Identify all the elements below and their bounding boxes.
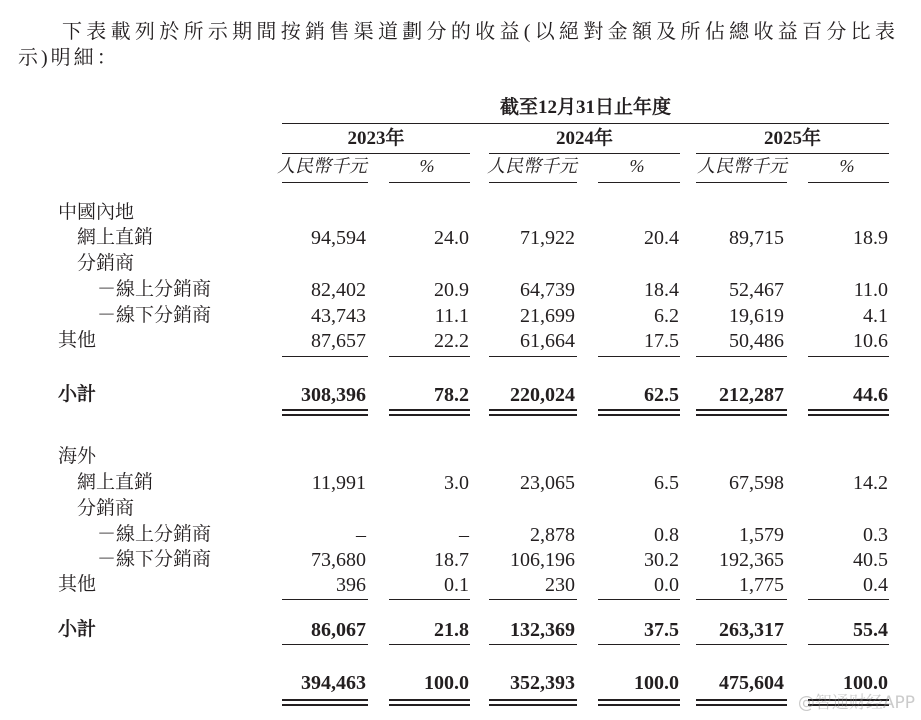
row-label: 分銷商 <box>77 253 135 274</box>
rule-segment <box>489 699 577 701</box>
cell-2025-amount: 89,715 <box>729 227 784 249</box>
cell-2025-percent: 14.2 <box>853 472 888 494</box>
rule-segment <box>389 644 470 645</box>
intro-text-line-1: 下表載列於所示期間按銷售渠道劃分的收益(以絕對金額及所佔總收益百分比表 <box>62 21 895 43</box>
cell-2025-amount: 475,604 <box>719 672 784 694</box>
rule-segment <box>696 414 787 416</box>
section-heading: 海外 <box>58 446 97 467</box>
rule-segment <box>282 182 368 183</box>
double-rule-top <box>0 409 921 411</box>
rule-segment <box>489 409 577 411</box>
percent-label-2024: % <box>629 156 645 176</box>
rule-segment <box>808 356 889 357</box>
cell-2024-percent: 6.2 <box>654 305 679 327</box>
cell-2023-amount: 82,402 <box>311 279 366 301</box>
cell-2025-percent: 0.4 <box>863 574 888 596</box>
cell-2023-percent: 21.8 <box>434 619 469 641</box>
period-header-rule <box>0 123 921 125</box>
cell-2023-percent: 100.0 <box>424 672 469 694</box>
cell-2025-amount: 212,287 <box>719 384 784 406</box>
period-header: 截至12月31日止年度 <box>499 97 671 118</box>
cell-2025-amount: 263,317 <box>719 619 784 641</box>
rule-segment <box>598 699 680 701</box>
row-mainland-heading <box>0 201 921 225</box>
cell-2023-amount: 11,991 <box>311 472 366 494</box>
rule-segment <box>696 644 787 645</box>
cell-2024-amount: 23,065 <box>520 472 575 494</box>
table-row <box>0 548 921 572</box>
cell-2024-percent: 30.2 <box>644 549 679 571</box>
cell-2023-percent: 11.1 <box>434 305 469 327</box>
cell-2025-percent: 4.1 <box>863 305 888 327</box>
rule-segment <box>282 644 368 645</box>
year-header-2023: 2023年 <box>347 128 405 149</box>
rule-segment <box>389 356 470 357</box>
cell-2025-amount: 52,467 <box>729 279 784 301</box>
double-rule-bottom <box>0 414 921 416</box>
cell-2024-amount: 61,664 <box>520 330 575 352</box>
rule-segment <box>808 182 889 183</box>
rule-segment <box>282 409 368 411</box>
amount-unit-label-2023: 人民幣千元 <box>277 156 367 176</box>
rule-segment <box>282 414 368 416</box>
rule-segment <box>389 704 470 706</box>
rule-segment <box>598 414 680 416</box>
subtotal-rule <box>0 599 921 601</box>
cell-2024-amount: 230 <box>545 574 575 596</box>
cell-2024-percent: 20.4 <box>644 227 679 249</box>
cell-2024-amount: 21,699 <box>520 305 575 327</box>
cell-2024-percent: 0.8 <box>654 524 679 546</box>
cell-2025-amount: 19,619 <box>729 305 784 327</box>
cell-2024-percent: 0.0 <box>654 574 679 596</box>
rule-segment <box>489 599 577 600</box>
table-row <box>0 497 921 521</box>
table-row-total <box>0 671 921 695</box>
row-label: 其他 <box>58 574 97 595</box>
amount-unit-label-2024: 人民幣千元 <box>487 156 577 176</box>
cell-2025-amount: 192,365 <box>719 549 784 571</box>
cell-2023-amount: 396 <box>336 574 366 596</box>
table-row <box>0 252 921 276</box>
row-overseas-heading <box>0 445 921 469</box>
rule-segment <box>808 414 889 416</box>
rule-segment <box>598 182 680 183</box>
double-rule-bottom <box>0 704 921 706</box>
row-label: 網上直銷 <box>77 472 154 493</box>
cell-2023-amount: 87,657 <box>311 330 366 352</box>
table-row <box>0 329 921 353</box>
rule-segment <box>489 414 577 416</box>
rule-segment <box>389 182 470 183</box>
cell-2023-percent: – <box>459 524 469 546</box>
cell-2025-amount: 1,775 <box>739 574 784 596</box>
cell-2025-amount: 67,598 <box>729 472 784 494</box>
table-row <box>0 523 921 547</box>
cell-2023-amount: 94,594 <box>311 227 366 249</box>
cell-2023-amount: – <box>356 524 366 546</box>
rule-segment <box>598 409 680 411</box>
cell-2024-percent: 37.5 <box>644 619 679 641</box>
cell-2024-percent: 17.5 <box>644 330 679 352</box>
row-label: －線上分銷商 <box>97 524 212 545</box>
rule-segment <box>282 599 368 600</box>
cell-2024-percent: 18.4 <box>644 279 679 301</box>
cell-2025-percent: 44.6 <box>853 384 888 406</box>
cell-2024-percent: 6.5 <box>654 472 679 494</box>
rule-segment <box>282 356 368 357</box>
amount-unit-label-2025: 人民幣千元 <box>697 156 787 176</box>
row-label: －線下分銷商 <box>97 305 212 326</box>
cell-2023-percent: 22.2 <box>434 330 469 352</box>
rule-segment <box>808 409 889 411</box>
rule-segment <box>282 123 889 124</box>
rule-segment <box>389 699 470 701</box>
row-label: 網上直銷 <box>77 227 154 248</box>
cell-2023-amount: 394,463 <box>301 672 366 694</box>
cell-2025-amount: 1,579 <box>739 524 784 546</box>
rule-segment <box>489 182 577 183</box>
table-row <box>0 471 921 495</box>
row-label: 小計 <box>58 384 97 405</box>
cell-2025-percent: 10.6 <box>853 330 888 352</box>
row-label: 小計 <box>58 619 97 640</box>
row-label: 分銷商 <box>77 498 135 519</box>
rule-segment <box>696 599 787 600</box>
rule-segment <box>808 599 889 600</box>
rule-segment <box>598 644 680 645</box>
cell-2024-amount: 2,878 <box>530 524 575 546</box>
double-rule-top <box>0 699 921 701</box>
cell-2024-amount: 132,369 <box>510 619 575 641</box>
row-label: 其他 <box>58 330 97 351</box>
rule-segment <box>282 699 368 701</box>
cell-2025-percent: 18.9 <box>853 227 888 249</box>
table-row-subtotal <box>0 383 921 407</box>
table-row <box>0 278 921 302</box>
cell-2025-percent: 11.0 <box>853 279 888 301</box>
cell-2023-amount: 73,680 <box>311 549 366 571</box>
percent-label-2025: % <box>839 156 855 176</box>
rule-segment <box>489 704 577 706</box>
year-header-2025: 2025年 <box>763 128 821 149</box>
cell-2024-percent: 62.5 <box>644 384 679 406</box>
rule-segment <box>598 599 680 600</box>
cell-2023-percent: 78.2 <box>434 384 469 406</box>
cell-2023-percent: 20.9 <box>434 279 469 301</box>
cell-2024-amount: 352,393 <box>510 672 575 694</box>
cell-2025-amount: 50,486 <box>729 330 784 352</box>
rule-segment <box>696 182 787 183</box>
percent-label-2023: % <box>419 156 435 176</box>
rule-segment <box>696 409 787 411</box>
cell-2023-amount: 308,396 <box>301 384 366 406</box>
cell-2024-amount: 106,196 <box>510 549 575 571</box>
section-heading: 中國內地 <box>58 202 135 223</box>
rule-segment <box>696 356 787 357</box>
rule-segment <box>489 644 577 645</box>
cell-2023-percent: 24.0 <box>434 227 469 249</box>
cell-2023-amount: 86,067 <box>311 619 366 641</box>
rule-segment <box>696 699 787 701</box>
cell-2025-percent: 0.3 <box>863 524 888 546</box>
cell-2024-amount: 71,922 <box>520 227 575 249</box>
table-row <box>0 226 921 250</box>
rule-segment <box>389 599 470 600</box>
cell-2023-percent: 3.0 <box>444 472 469 494</box>
cell-2025-percent: 40.5 <box>853 549 888 571</box>
rule-segment <box>598 356 680 357</box>
cell-2024-amount: 220,024 <box>510 384 575 406</box>
rule-segment <box>489 356 577 357</box>
cell-2023-amount: 43,743 <box>311 305 366 327</box>
cell-2025-percent: 55.4 <box>853 619 888 641</box>
rule-segment <box>696 704 787 706</box>
rule-segment <box>282 704 368 706</box>
rule-segment <box>598 704 680 706</box>
cell-2024-amount: 64,739 <box>520 279 575 301</box>
row-label: －線下分銷商 <box>97 549 212 570</box>
table-row <box>0 304 921 328</box>
cell-2025-percent: 100.0 <box>843 672 888 694</box>
year-header-2024: 2024年 <box>555 128 613 149</box>
table-row-subtotal <box>0 618 921 642</box>
cell-2023-percent: 0.1 <box>444 574 469 596</box>
intro-text-line-2: 示)明細： <box>18 47 120 69</box>
rule-segment <box>389 414 470 416</box>
total-rule <box>0 644 921 646</box>
rule-segment <box>389 409 470 411</box>
column-header-rule <box>0 182 921 184</box>
table-row <box>0 573 921 597</box>
cell-2023-percent: 18.7 <box>434 549 469 571</box>
row-label: －線上分銷商 <box>97 279 212 300</box>
cell-2024-percent: 100.0 <box>634 672 679 694</box>
subtotal-rule <box>0 356 921 358</box>
watermark: @智通财经APP <box>797 693 915 713</box>
rule-segment <box>808 644 889 645</box>
